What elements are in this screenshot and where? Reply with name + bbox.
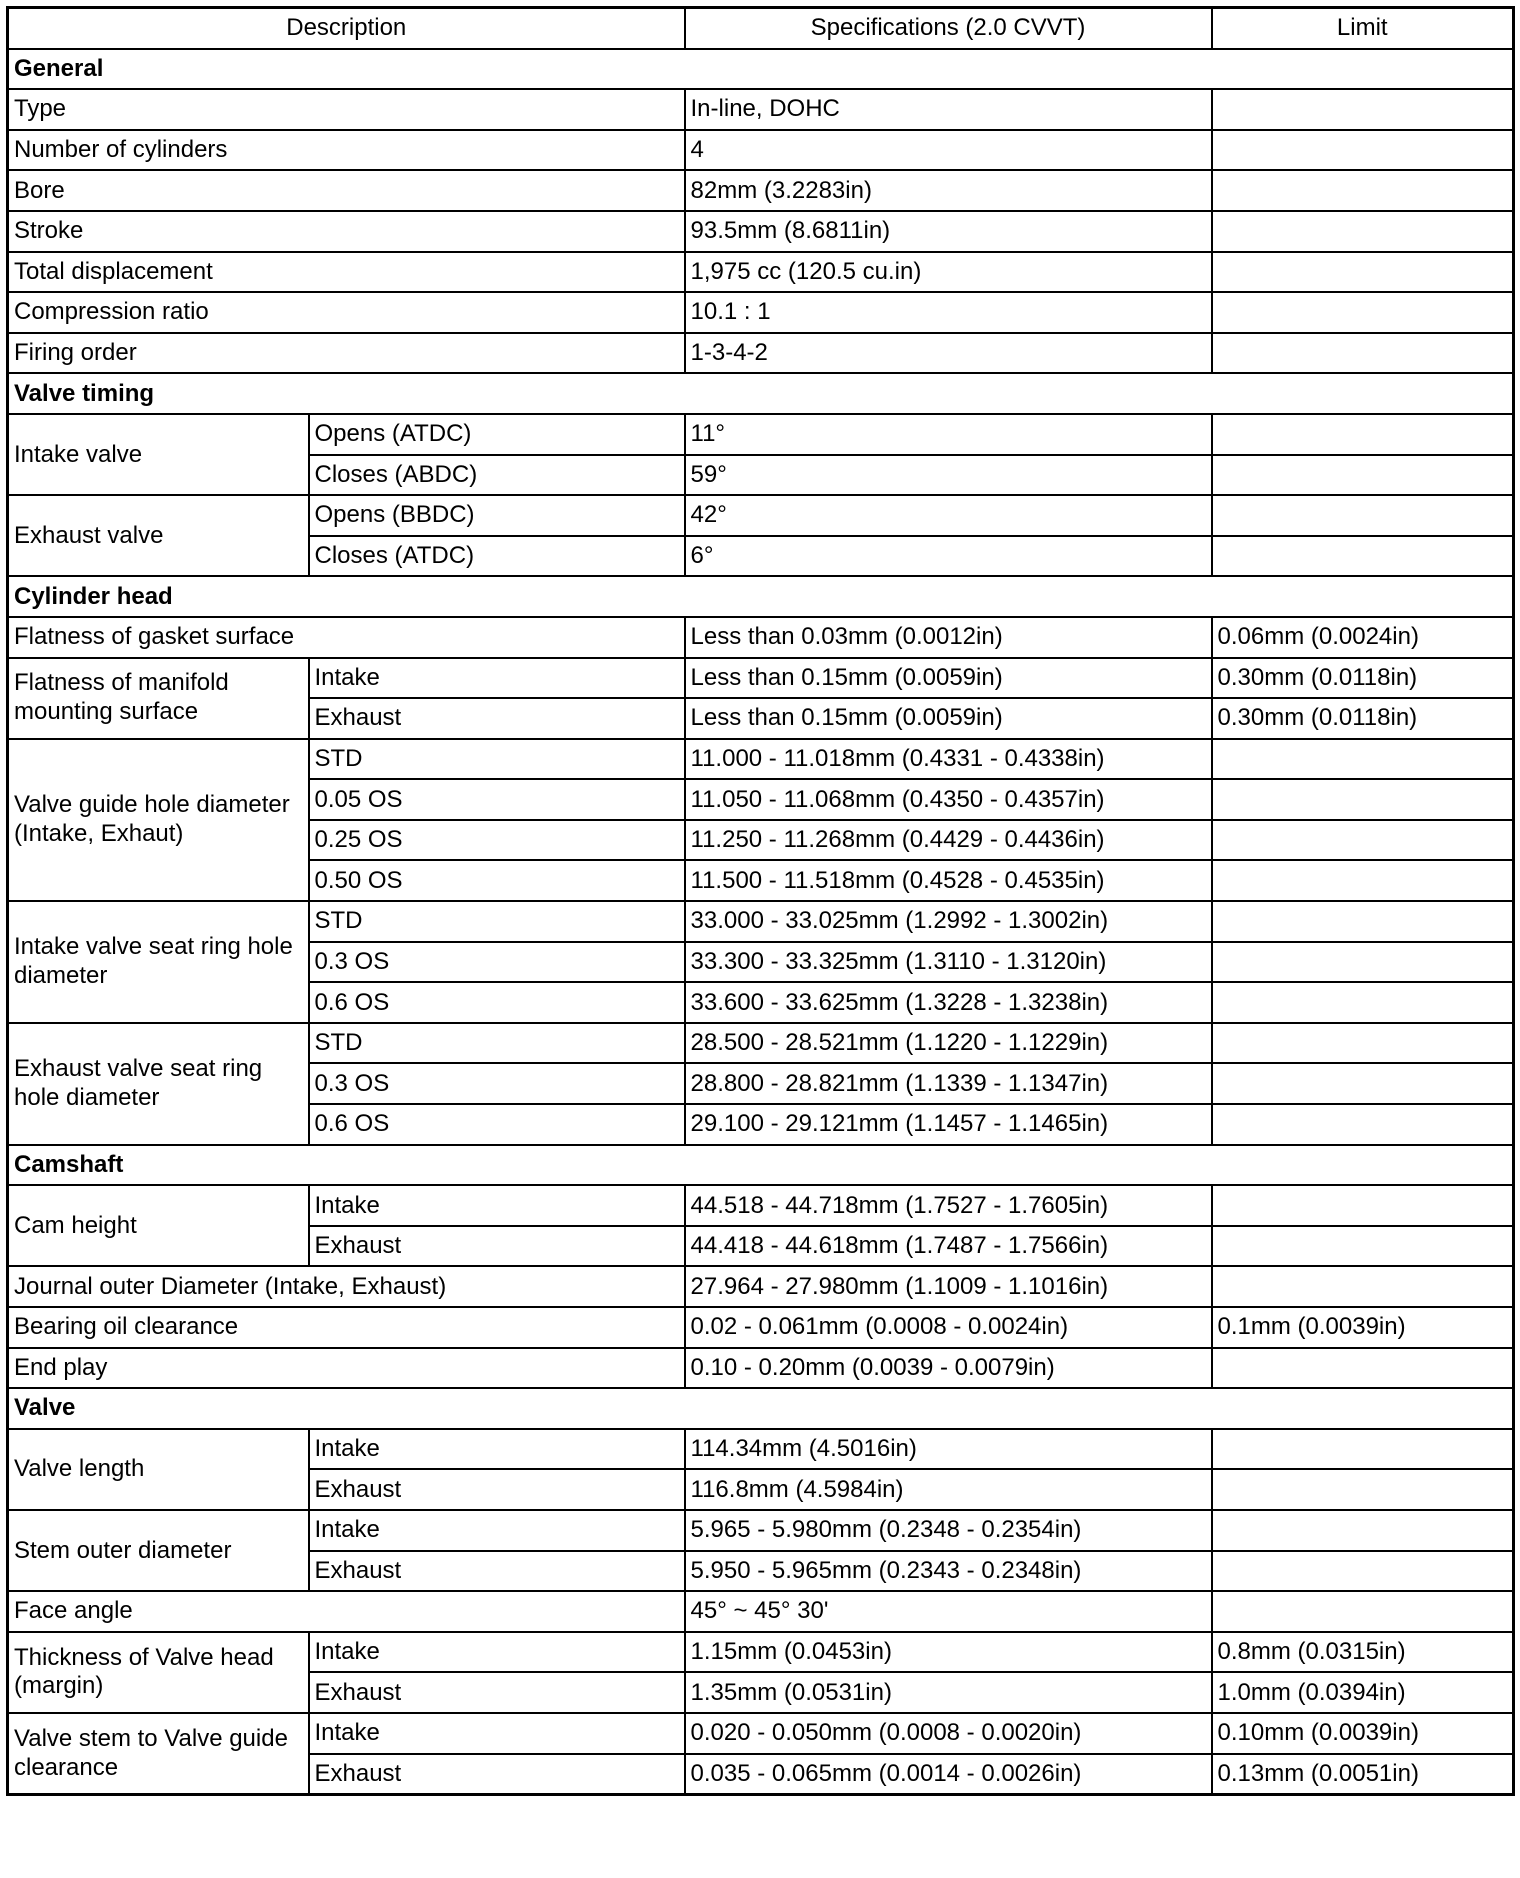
section-title: General — [8, 49, 1514, 90]
group-description-cell: Exhaust valve seat ring hole diameter — [8, 1023, 309, 1145]
limit-cell — [1212, 1469, 1514, 1510]
sub-description-cell: 0.6 OS — [309, 982, 685, 1023]
spec-body — [8, 49, 1514, 1795]
table-row — [8, 617, 1514, 658]
sub-description-cell: STD — [309, 901, 685, 942]
sub-description-cell: Intake — [309, 658, 685, 699]
limit-cell — [1212, 860, 1514, 901]
spec-cell: 29.100 - 29.121mm (1.1457 - 1.1465in) — [685, 1104, 1212, 1145]
limit-cell — [1212, 1226, 1514, 1267]
spec-cell: 11.050 - 11.068mm (0.4350 - 0.4357in) — [685, 779, 1212, 820]
limit-cell — [1212, 1266, 1514, 1307]
table-row — [8, 89, 1514, 130]
spec-cell: 11.250 - 11.268mm (0.4429 - 0.4436in) — [685, 820, 1212, 861]
limit-cell — [1212, 901, 1514, 942]
limit-cell — [1212, 455, 1514, 496]
limit-cell — [1212, 1591, 1514, 1632]
spec-cell: 1,975 cc (120.5 cu.in) — [685, 252, 1212, 293]
limit-cell — [1212, 1510, 1514, 1551]
table-row — [8, 658, 1514, 699]
sub-description-cell: 0.3 OS — [309, 942, 685, 983]
group-description-cell: Stem outer diameter — [8, 1510, 309, 1591]
table-row — [8, 211, 1514, 252]
spec-cell: Less than 0.15mm (0.0059in) — [685, 658, 1212, 699]
limit-cell: 1.0mm (0.0394in) — [1212, 1672, 1514, 1713]
table-row — [8, 333, 1514, 374]
limit-cell — [1212, 333, 1514, 374]
sub-description-cell: Closes (ABDC) — [309, 455, 685, 496]
limit-cell — [1212, 1551, 1514, 1592]
description-cell: Type — [8, 89, 685, 130]
limit-cell: 0.8mm (0.0315in) — [1212, 1632, 1514, 1673]
sub-description-cell: STD — [309, 1023, 685, 1064]
table-row — [8, 1185, 1514, 1226]
table-row — [8, 292, 1514, 333]
spec-cell: 82mm (3.2283in) — [685, 170, 1212, 211]
limit-cell: 0.30mm (0.0118in) — [1212, 658, 1514, 699]
header-specifications: Specifications (2.0 CVVT) — [685, 8, 1212, 49]
spec-cell: 33.000 - 33.025mm (1.2992 - 1.3002in) — [685, 901, 1212, 942]
limit-cell — [1212, 1348, 1514, 1389]
section-title: Camshaft — [8, 1145, 1514, 1186]
spec-table — [6, 6, 1515, 1796]
limit-cell — [1212, 130, 1514, 171]
group-description-cell: Intake valve seat ring hole diameter — [8, 901, 309, 1023]
description-cell: Number of cylinders — [8, 130, 685, 171]
section-row — [8, 576, 1514, 617]
spec-cell: 1.15mm (0.0453in) — [685, 1632, 1212, 1673]
spec-cell: 0.10 - 0.20mm (0.0039 - 0.0079in) — [685, 1348, 1212, 1389]
group-description-cell: Thickness of Valve head (margin) — [8, 1632, 309, 1713]
description-cell: Firing order — [8, 333, 685, 374]
sub-description-cell: 0.05 OS — [309, 779, 685, 820]
limit-cell — [1212, 1429, 1514, 1470]
spec-cell: 93.5mm (8.6811in) — [685, 211, 1212, 252]
spec-cell: 5.965 - 5.980mm (0.2348 - 0.2354in) — [685, 1510, 1212, 1551]
limit-cell: 0.06mm (0.0024in) — [1212, 617, 1514, 658]
table-row — [8, 1713, 1514, 1754]
table-row — [8, 1429, 1514, 1470]
sub-description-cell: Exhaust — [309, 1551, 685, 1592]
spec-cell: 27.964 - 27.980mm (1.1009 - 1.1016in) — [685, 1266, 1212, 1307]
table-row — [8, 495, 1514, 536]
sub-description-cell: Intake — [309, 1713, 685, 1754]
spec-cell: 33.600 - 33.625mm (1.3228 - 1.3238in) — [685, 982, 1212, 1023]
description-cell: Face angle — [8, 1591, 685, 1632]
limit-cell — [1212, 1063, 1514, 1104]
description-cell: Compression ratio — [8, 292, 685, 333]
spec-cell: 1.35mm (0.0531in) — [685, 1672, 1212, 1713]
limit-cell — [1212, 1185, 1514, 1226]
sub-description-cell: 0.6 OS — [309, 1104, 685, 1145]
spec-cell: Less than 0.15mm (0.0059in) — [685, 698, 1212, 739]
group-description-cell: Intake valve — [8, 414, 309, 495]
spec-cell: 42° — [685, 495, 1212, 536]
limit-cell — [1212, 536, 1514, 577]
limit-cell — [1212, 495, 1514, 536]
table-row — [8, 1348, 1514, 1389]
limit-cell — [1212, 820, 1514, 861]
spec-cell: In-line, DOHC — [685, 89, 1212, 130]
sub-description-cell: Exhaust — [309, 1754, 685, 1795]
section-title: Cylinder head — [8, 576, 1514, 617]
table-row — [8, 414, 1514, 455]
table-row — [8, 1510, 1514, 1551]
sub-description-cell: Intake — [309, 1185, 685, 1226]
spec-cell: 5.950 - 5.965mm (0.2343 - 0.2348in) — [685, 1551, 1212, 1592]
spec-cell: 11° — [685, 414, 1212, 455]
description-cell: Total displacement — [8, 252, 685, 293]
table-row — [8, 1266, 1514, 1307]
limit-cell: 0.13mm (0.0051in) — [1212, 1754, 1514, 1795]
description-cell: End play — [8, 1348, 685, 1389]
description-cell: Bore — [8, 170, 685, 211]
limit-cell — [1212, 942, 1514, 983]
sub-description-cell: Intake — [309, 1632, 685, 1673]
table-row — [8, 130, 1514, 171]
sub-description-cell: STD — [309, 739, 685, 780]
sub-description-cell: Exhaust — [309, 1469, 685, 1510]
sub-description-cell: Exhaust — [309, 1672, 685, 1713]
table-row — [8, 739, 1514, 780]
sub-description-cell: Closes (ATDC) — [309, 536, 685, 577]
section-row — [8, 1388, 1514, 1429]
limit-cell — [1212, 1104, 1514, 1145]
limit-cell — [1212, 739, 1514, 780]
spec-cell: 4 — [685, 130, 1212, 171]
spec-cell: 114.34mm (4.5016in) — [685, 1429, 1212, 1470]
spec-cell: 45° ~ 45° 30' — [685, 1591, 1212, 1632]
table-row — [8, 170, 1514, 211]
limit-cell — [1212, 211, 1514, 252]
group-description-cell: Flatness of manifold mounting surface — [8, 658, 309, 739]
section-row — [8, 1145, 1514, 1186]
description-cell: Bearing oil clearance — [8, 1307, 685, 1348]
description-cell: Journal outer Diameter (Intake, Exhaust) — [8, 1266, 685, 1307]
limit-cell — [1212, 779, 1514, 820]
sub-description-cell: Opens (ATDC) — [309, 414, 685, 455]
table-row — [8, 252, 1514, 293]
spec-cell: 11.000 - 11.018mm (0.4331 - 0.4338in) — [685, 739, 1212, 780]
spec-cell: 0.020 - 0.050mm (0.0008 - 0.0020in) — [685, 1713, 1212, 1754]
section-title: Valve — [8, 1388, 1514, 1429]
table-row — [8, 1023, 1514, 1064]
limit-cell — [1212, 252, 1514, 293]
section-title: Valve timing — [8, 373, 1514, 414]
table-row — [8, 1632, 1514, 1673]
limit-cell: 0.10mm (0.0039in) — [1212, 1713, 1514, 1754]
limit-cell: 0.30mm (0.0118in) — [1212, 698, 1514, 739]
limit-cell — [1212, 414, 1514, 455]
group-description-cell: Valve guide hole diameter (Intake, Exhaut) — [8, 739, 309, 901]
spec-cell: 10.1 : 1 — [685, 292, 1212, 333]
group-description-cell: Cam height — [8, 1185, 309, 1266]
section-row — [8, 49, 1514, 90]
limit-cell — [1212, 982, 1514, 1023]
spec-cell: Less than 0.03mm (0.0012in) — [685, 617, 1212, 658]
header-row — [8, 8, 1514, 49]
spec-cell: 33.300 - 33.325mm (1.3110 - 1.3120in) — [685, 942, 1212, 983]
sub-description-cell: Exhaust — [309, 1226, 685, 1267]
sub-description-cell: Intake — [309, 1510, 685, 1551]
table-row — [8, 1307, 1514, 1348]
sub-description-cell: Opens (BBDC) — [309, 495, 685, 536]
spec-cell: 1-3-4-2 — [685, 333, 1212, 374]
sub-description-cell: Intake — [309, 1429, 685, 1470]
table-row — [8, 1591, 1514, 1632]
spec-cell: 44.518 - 44.718mm (1.7527 - 1.7605in) — [685, 1185, 1212, 1226]
description-cell: Flatness of gasket surface — [8, 617, 685, 658]
spec-cell: 0.035 - 0.065mm (0.0014 - 0.0026in) — [685, 1754, 1212, 1795]
group-description-cell: Valve length — [8, 1429, 309, 1510]
spec-cell: 28.500 - 28.521mm (1.1220 - 1.1229in) — [685, 1023, 1212, 1064]
spec-cell: 6° — [685, 536, 1212, 577]
spec-cell: 28.800 - 28.821mm (1.1339 - 1.1347in) — [685, 1063, 1212, 1104]
limit-cell — [1212, 1023, 1514, 1064]
description-cell: Stroke — [8, 211, 685, 252]
group-description-cell: Valve stem to Valve guide clearance — [8, 1713, 309, 1795]
sub-description-cell: 0.3 OS — [309, 1063, 685, 1104]
spec-cell: 0.02 - 0.061mm (0.0008 - 0.0024in) — [685, 1307, 1212, 1348]
header-description: Description — [8, 8, 685, 49]
limit-cell — [1212, 89, 1514, 130]
sub-description-cell: 0.25 OS — [309, 820, 685, 861]
sub-description-cell: 0.50 OS — [309, 860, 685, 901]
spec-cell: 59° — [685, 455, 1212, 496]
group-description-cell: Exhaust valve — [8, 495, 309, 576]
limit-cell — [1212, 292, 1514, 333]
limit-cell: 0.1mm (0.0039in) — [1212, 1307, 1514, 1348]
spec-cell: 116.8mm (4.5984in) — [685, 1469, 1212, 1510]
limit-cell — [1212, 170, 1514, 211]
section-row — [8, 373, 1514, 414]
header-limit: Limit — [1212, 8, 1514, 49]
spec-cell: 44.418 - 44.618mm (1.7487 - 1.7566in) — [685, 1226, 1212, 1267]
table-row — [8, 901, 1514, 942]
spec-cell: 11.500 - 11.518mm (0.4528 - 0.4535in) — [685, 860, 1212, 901]
sub-description-cell: Exhaust — [309, 698, 685, 739]
